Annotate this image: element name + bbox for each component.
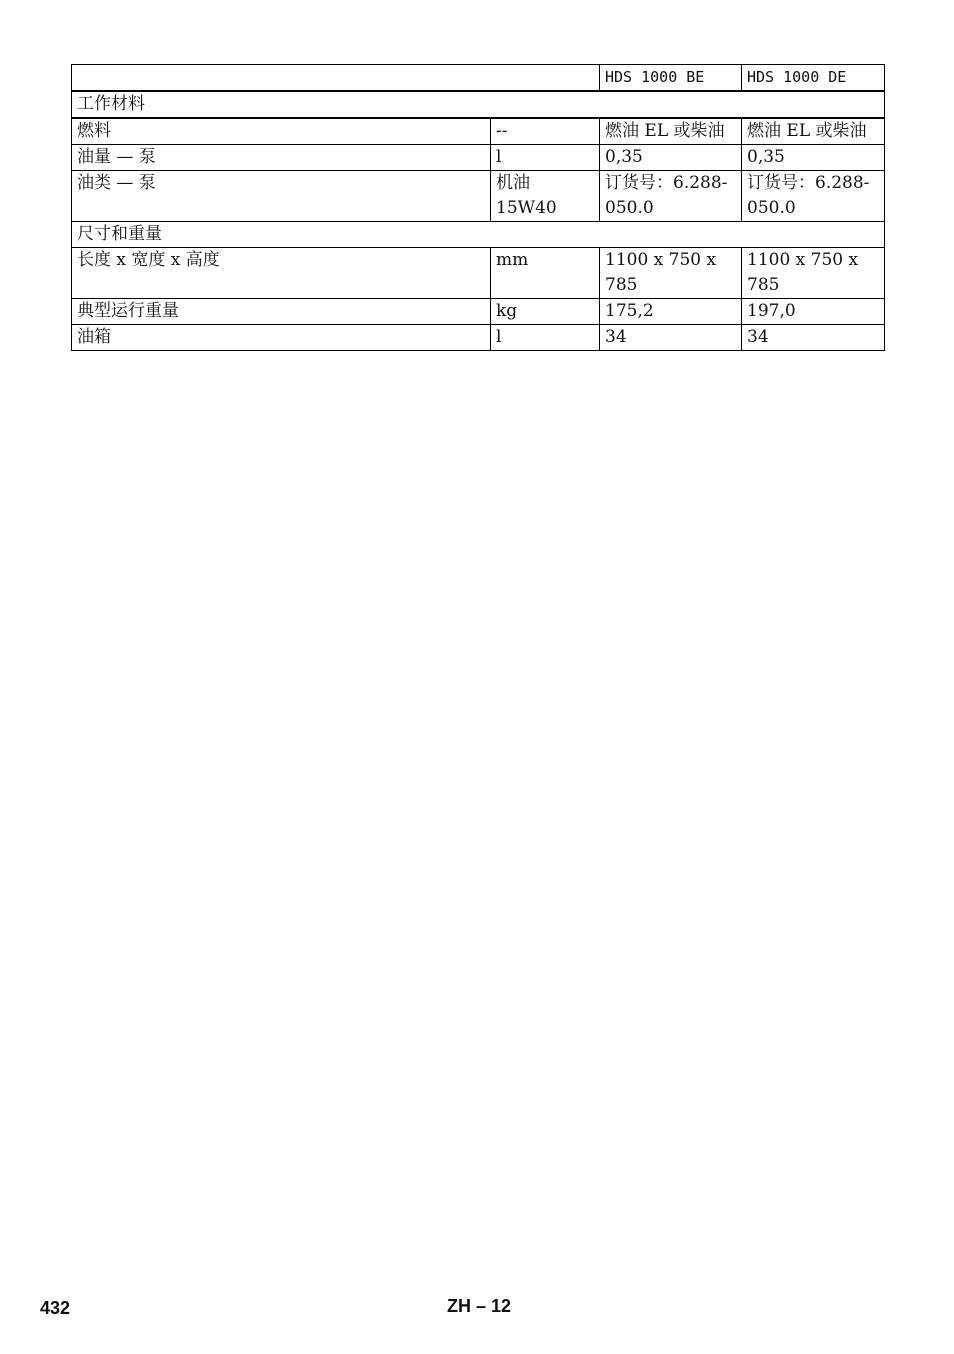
header-empty-cell — [72, 65, 600, 92]
table-row — [72, 145, 885, 171]
row-value-de: 197,0 — [742, 299, 885, 325]
row-label: 油类 — 泵 — [72, 171, 491, 222]
technical-data-table — [71, 64, 885, 351]
row-label: 长度 x 宽度 x 高度 — [72, 248, 491, 299]
row-value-be: 订货号：6.288-050.0 — [600, 171, 742, 222]
row-value-be: 34 — [600, 325, 742, 351]
row-value-de: 订货号：6.288-050.0 — [742, 171, 885, 222]
row-label: 典型运行重量 — [72, 299, 491, 325]
row-label: 燃料 — [72, 118, 491, 145]
language-page-label: ZH – 12 — [447, 1296, 512, 1316]
row-unit: l — [491, 145, 600, 171]
row-unit: 机油 15W40 — [491, 171, 600, 222]
row-value-be: 燃油 EL 或柴油 — [600, 118, 742, 145]
section-header-row — [72, 222, 885, 248]
row-value-de: 0,35 — [742, 145, 885, 171]
row-unit: l — [491, 325, 600, 351]
row-value-de: 1100 x 750 x 785 — [742, 248, 885, 299]
section-title-materials: 工作材料 — [72, 91, 885, 118]
header-model-de: HDS 1000 DE — [742, 65, 885, 92]
page-number: 432 — [40, 1298, 71, 1318]
row-unit: -- — [491, 118, 600, 145]
row-value-de: 34 — [742, 325, 885, 351]
row-value-be: 175,2 — [600, 299, 742, 325]
table-row — [72, 248, 885, 299]
row-value-be: 1100 x 750 x 785 — [600, 248, 742, 299]
table-header-row — [72, 65, 885, 92]
header-model-be: HDS 1000 BE — [600, 65, 742, 92]
row-unit: mm — [491, 248, 600, 299]
table-row — [72, 325, 885, 351]
row-value-be: 0,35 — [600, 145, 742, 171]
row-value-de: 燃油 EL 或柴油 — [742, 118, 885, 145]
row-unit: kg — [491, 299, 600, 325]
table-row — [72, 118, 885, 145]
row-label: 油量 — 泵 — [72, 145, 491, 171]
table-row — [72, 299, 885, 325]
section-title-dimensions: 尺寸和重量 — [72, 222, 885, 248]
row-label: 油箱 — [72, 325, 491, 351]
section-header-row — [72, 91, 885, 118]
table-row — [72, 171, 885, 222]
